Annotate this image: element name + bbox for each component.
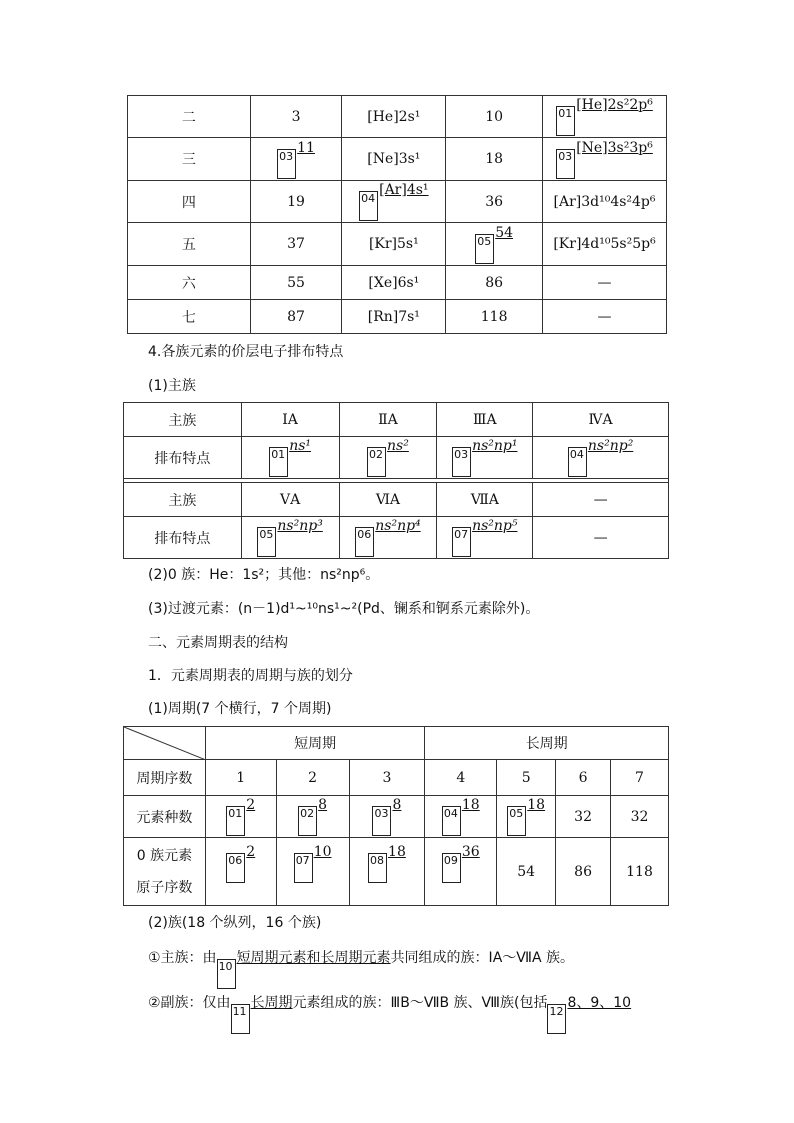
answer-number: 04 xyxy=(359,191,378,221)
answer-cell: — xyxy=(533,517,669,559)
answer-cell xyxy=(339,517,437,559)
period-cell: 五 xyxy=(128,223,251,266)
zero-group-line: (2)0 族：He：1s²；其他：ns²np⁶。 xyxy=(148,567,380,583)
header-cell: ⅣA xyxy=(533,403,669,437)
table-row xyxy=(124,760,669,796)
answer-cell xyxy=(437,437,533,479)
main-groups-line xyxy=(148,947,574,989)
answer-text: 18 xyxy=(461,797,480,813)
start-cfg-cell: [He]2s¹ xyxy=(342,96,446,138)
zero-cell: 54 xyxy=(497,838,556,906)
table-row xyxy=(128,181,667,223)
answer-text: 54 xyxy=(495,224,514,241)
answer-text: ns²np⁵ xyxy=(472,518,518,534)
row-label-line1: 0 族元素 xyxy=(136,847,193,864)
end-cfg-cell: [Ar]3d¹⁰4s²4p⁶ xyxy=(543,181,667,223)
start-cfg-cell: [Ne]3s¹ xyxy=(342,138,446,181)
seq-cell: 7 xyxy=(611,760,669,796)
header-cell: 主族 xyxy=(124,403,242,437)
table-row xyxy=(124,727,669,760)
table-row xyxy=(124,838,669,906)
end-cfg-cell: — xyxy=(543,300,667,334)
seq-cell: 4 xyxy=(425,760,497,796)
zero-cell xyxy=(205,838,276,906)
seq-cell: 3 xyxy=(349,760,425,796)
seq-cell: 2 xyxy=(276,760,349,796)
header-cell: ⅡA xyxy=(339,403,437,437)
count-cell xyxy=(425,796,497,838)
table-row xyxy=(128,138,667,181)
periods-table xyxy=(123,726,669,906)
answer-number: 02 xyxy=(367,447,386,477)
answer-text: ns²np⁴ xyxy=(375,518,421,534)
header-cell: — xyxy=(533,483,669,517)
answer-text: 8、9、10 xyxy=(567,995,632,1011)
zero-cell xyxy=(425,838,497,906)
seq-cell: 6 xyxy=(556,760,611,796)
answer-number: 06 xyxy=(355,527,374,557)
row-label: 元素种数 xyxy=(124,796,206,838)
end-z-cell: 118 xyxy=(446,300,543,334)
table-row xyxy=(124,517,669,559)
header-cell: ⅤA xyxy=(241,483,339,517)
end-cfg-cell: [Kr]4d¹⁰5s²5p⁶ xyxy=(543,223,667,266)
count-cell xyxy=(497,796,556,838)
period-start-end-table xyxy=(127,95,667,334)
sub-groups-prefix: ②副族：仅由 xyxy=(148,995,231,1011)
answer-number: 01 xyxy=(269,447,288,477)
answer-text: 10 xyxy=(313,844,332,860)
section4-title: 4.各族元素的价层电子排布特点 xyxy=(148,344,344,360)
diagonal-header-cell xyxy=(124,727,206,760)
period-cell: 六 xyxy=(128,266,251,300)
end-z-cell xyxy=(446,223,543,266)
answer-cell xyxy=(533,437,669,479)
answer-text: ns¹ xyxy=(289,438,312,454)
answer-number: 12 xyxy=(547,1004,566,1034)
answer-number: 10 xyxy=(217,959,236,989)
row-label xyxy=(124,838,206,906)
main-groups-prefix: ①主族：由 xyxy=(148,950,217,966)
answer-number: 05 xyxy=(507,806,526,836)
short-period-header: 短周期 xyxy=(205,727,425,760)
main-groups-suffix: 共同组成的族：ⅠA～ⅦA 族。 xyxy=(390,950,574,966)
answer-text: 11 xyxy=(297,139,315,156)
count-cell: 32 xyxy=(611,796,669,838)
table-row xyxy=(124,483,669,517)
row-label: 排布特点 xyxy=(124,517,242,559)
answer-text: 18 xyxy=(388,844,406,860)
header-cell: ⅦA xyxy=(437,483,533,517)
periods-title: (1)周期(7 个横行，7 个周期) xyxy=(148,701,332,717)
answer-text: 长周期 xyxy=(250,995,293,1011)
answer-text: ns²np² xyxy=(587,438,634,454)
start-z-cell: 19 xyxy=(250,181,342,223)
start-z-cell: 37 xyxy=(250,223,342,266)
count-cell xyxy=(349,796,425,838)
answer-text: ns² xyxy=(387,438,409,454)
end-z-cell: 18 xyxy=(446,138,543,181)
answer-number: 04 xyxy=(568,447,587,477)
table-row xyxy=(124,437,669,479)
start-z-cell: 55 xyxy=(250,266,342,300)
answer-cell xyxy=(241,517,339,559)
answer-number: 04 xyxy=(442,806,461,836)
answer-cell xyxy=(437,517,533,559)
answer-number: 05 xyxy=(257,527,276,557)
section2-1-title: 1．元素周期表的周期与族的划分 xyxy=(148,668,353,684)
period-cell: 三 xyxy=(128,138,251,181)
seq-cell: 5 xyxy=(497,760,556,796)
answer-text: 2 xyxy=(246,797,256,813)
start-z-cell: 3 xyxy=(250,96,342,138)
answer-number: 09 xyxy=(442,853,461,883)
seq-cell: 1 xyxy=(205,760,276,796)
answer-number: 07 xyxy=(452,527,471,557)
answer-text: 36 xyxy=(461,844,480,860)
answer-number: 08 xyxy=(368,853,387,883)
answer-cell xyxy=(241,437,339,479)
answer-number: 03 xyxy=(452,447,471,477)
start-cfg-cell: [Rn]7s¹ xyxy=(342,300,446,334)
answer-number: 06 xyxy=(226,853,245,883)
answer-number: 01 xyxy=(556,106,575,136)
period-cell: 四 xyxy=(128,181,251,223)
header-cell: ⅠA xyxy=(241,403,339,437)
header-cell: 主族 xyxy=(124,483,242,517)
answer-text: 8 xyxy=(318,797,328,813)
transition-line: (3)过渡元素：(n－1)d¹~¹⁰ns¹~²(Pd、镧系和锕系元素除外)。 xyxy=(148,601,540,617)
main-group-title: (1)主族 xyxy=(148,378,196,394)
long-period-header: 长周期 xyxy=(425,727,669,760)
diagonal-line xyxy=(124,727,206,760)
answer-number: 11 xyxy=(231,1004,250,1034)
header-cell: ⅥA xyxy=(339,483,437,517)
row-label: 周期序数 xyxy=(124,760,206,796)
period-cell: 二 xyxy=(128,96,251,138)
answer-text: 18 xyxy=(527,797,546,813)
end-z-cell: 86 xyxy=(446,266,543,300)
period-cell: 七 xyxy=(128,300,251,334)
header-cell: ⅢA xyxy=(437,403,533,437)
table-row xyxy=(128,96,667,138)
end-cfg-cell xyxy=(543,138,667,181)
zero-cell xyxy=(349,838,425,906)
main-group-table xyxy=(123,402,669,559)
answer-text: ns²np³ xyxy=(277,518,323,534)
table-row xyxy=(124,403,669,437)
sub-groups-line xyxy=(148,992,631,1034)
end-z-cell: 36 xyxy=(446,181,543,223)
section2-title: 二、元素周期表的结构 xyxy=(148,635,288,651)
row-label: 排布特点 xyxy=(124,437,242,479)
zero-cell: 118 xyxy=(611,838,669,906)
answer-number: 01 xyxy=(226,806,245,836)
start-z-cell xyxy=(250,138,342,181)
start-cfg-cell xyxy=(342,181,446,223)
answer-number: 03 xyxy=(372,806,391,836)
answer-text: 8 xyxy=(392,797,402,813)
table-row xyxy=(128,266,667,300)
sub-groups-middle: 元素组成的族：ⅢB～ⅦB 族、Ⅷ族(包括 xyxy=(292,995,548,1011)
count-cell xyxy=(205,796,276,838)
end-cfg-cell: — xyxy=(543,266,667,300)
end-z-cell: 10 xyxy=(446,96,543,138)
zero-cell xyxy=(276,838,349,906)
start-z-cell: 87 xyxy=(250,300,342,334)
count-cell: 32 xyxy=(556,796,611,838)
answer-text: 2 xyxy=(246,844,256,860)
zero-cell: 86 xyxy=(556,838,611,906)
answer-text: [He]2s²2p⁶ xyxy=(576,97,653,113)
table-row xyxy=(128,300,667,334)
end-cfg-cell xyxy=(543,96,667,138)
answer-number: 03 xyxy=(277,149,296,179)
answer-text: [Ar]4s¹ xyxy=(379,182,429,198)
answer-text: 短周期元素和长周期元素 xyxy=(236,950,391,966)
groups-title: (2)族(18 个纵列，16 个族) xyxy=(148,915,322,931)
answer-number: 03 xyxy=(556,149,575,179)
count-cell xyxy=(276,796,349,838)
start-cfg-cell: [Kr]5s¹ xyxy=(342,223,446,266)
start-cfg-cell: [Xe]6s¹ xyxy=(342,266,446,300)
answer-number: 07 xyxy=(294,853,313,883)
answer-cell xyxy=(339,437,437,479)
answer-number: 05 xyxy=(475,234,494,264)
answer-text: [Ne]3s²3p⁶ xyxy=(576,139,653,156)
row-label-line2: 原子序数 xyxy=(136,879,193,896)
table-row xyxy=(124,796,669,838)
answer-number: 02 xyxy=(298,806,317,836)
answer-text: ns²np¹ xyxy=(472,438,518,454)
table-row xyxy=(128,223,667,266)
